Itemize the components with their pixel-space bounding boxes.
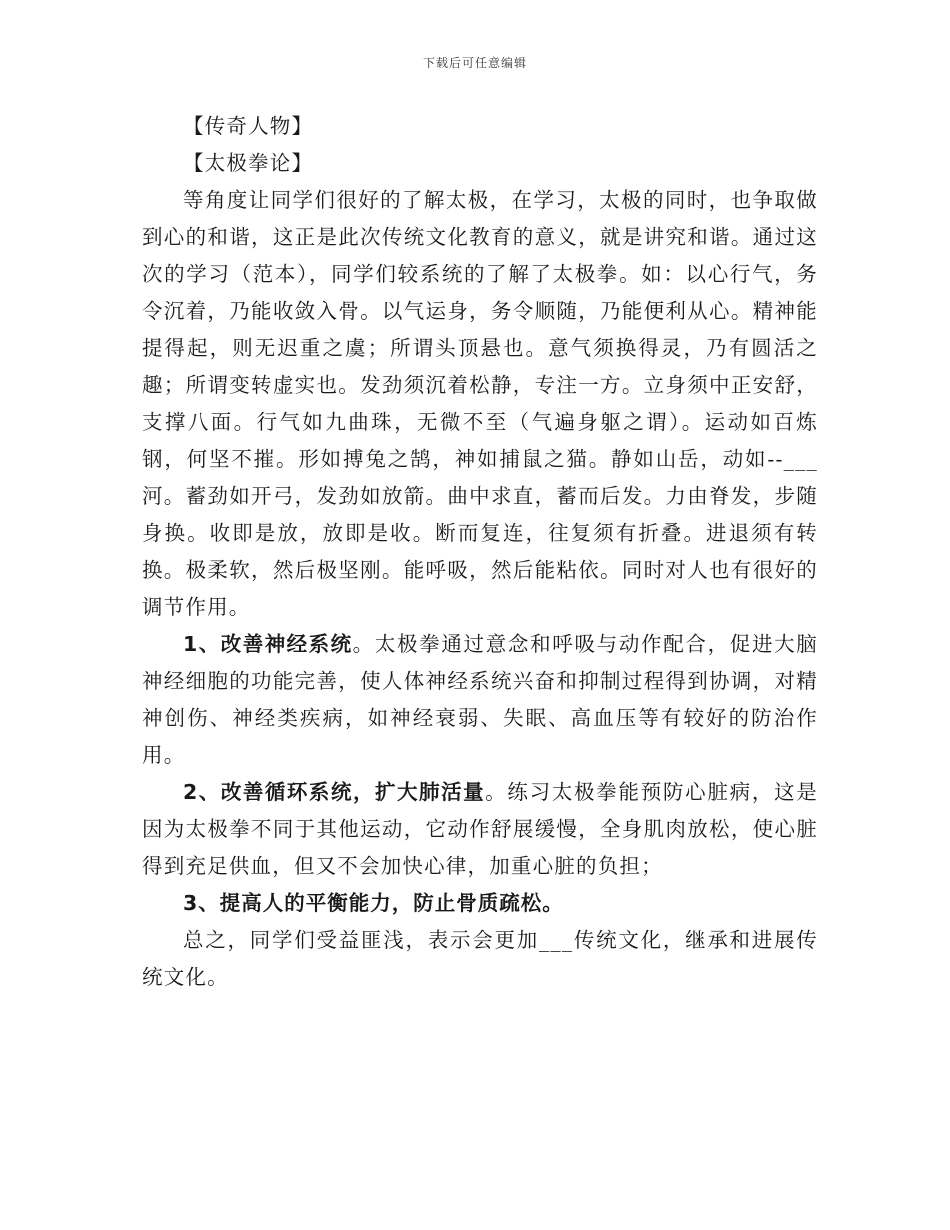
document-body (142, 108, 818, 996)
benefit-item-1 (142, 626, 818, 774)
benefit-item-2-text: 。练习太极拳能预防心脏病，这是因为太极拳不同于其他运动，它动作舒展缓慢，全身肌肉放松，使心脏得到充足供血，但又不会加快心律，加重心脏的负担； (142, 780, 819, 878)
benefit-item-1-title: 1、改善神经系统 (183, 632, 353, 656)
page-header: 下载后可任意编辑 (422, 56, 527, 70)
concluding-paragraph: 总之，同学们受益匪浅，表示会更加___传统文化，继承和进展传统文化。 (142, 928, 818, 989)
section-heading-taiji-theory: 【太极拳论】 (183, 151, 314, 175)
body-paragraph: 等角度让同学们很好的了解太极，在学习，太极的同时，也争取做到心的和谐，这正是此次传统文化教育的意义，就是讲究和谐。通过这次的学习（范本），同学们较系统的了解了太极拳。如：以心行气，务令沉着，乃能收敛入骨。以气运身，务令顺随，乃能便利从心。精神能提得起，则无迟重之虞；所谓头顶悬也。意气须换得灵，乃有圆活之趣；所谓变转虚实也。发劲须沉着松静，专注一方。立身须中正安舒，支撑八面。行气如九曲珠，无微不至（气遍身躯之谓）。运动如百炼钢，何坚不摧。形如搏兔之鹄，神如捕鼠之猫。静如山岳，动如--___河。蓄劲如开弓，发劲如放箭。曲中求直，蓄而后发。力由脊发，步随身换。收即是放，放即是收。断而复连，往复须有折叠。进退须有转换。极柔软，然后极坚刚。能呼吸，然后能粘依。同时对人也有很好的调节作用。 (142, 188, 818, 619)
benefit-item-2 (142, 774, 818, 885)
benefit-item-1-text: 。太极拳通过意念和呼吸与动作配合，促进大脑神经细胞的功能完善，使人体神经系统兴奋和抑制过程得到协调，对精神创伤、神经类疾病，如神经衰弱、失眠、高血压等有较好的防治作用。 (142, 632, 819, 767)
benefit-item-3 (142, 885, 818, 922)
section-heading-legendary-figures: 【传奇人物】 (183, 114, 314, 138)
benefit-item-2-title: 2、改善循环系统，扩大肺活量 (183, 780, 486, 804)
benefit-item-3-title: 3、提高人的平衡能力，防止骨质疏松。 (183, 891, 564, 915)
